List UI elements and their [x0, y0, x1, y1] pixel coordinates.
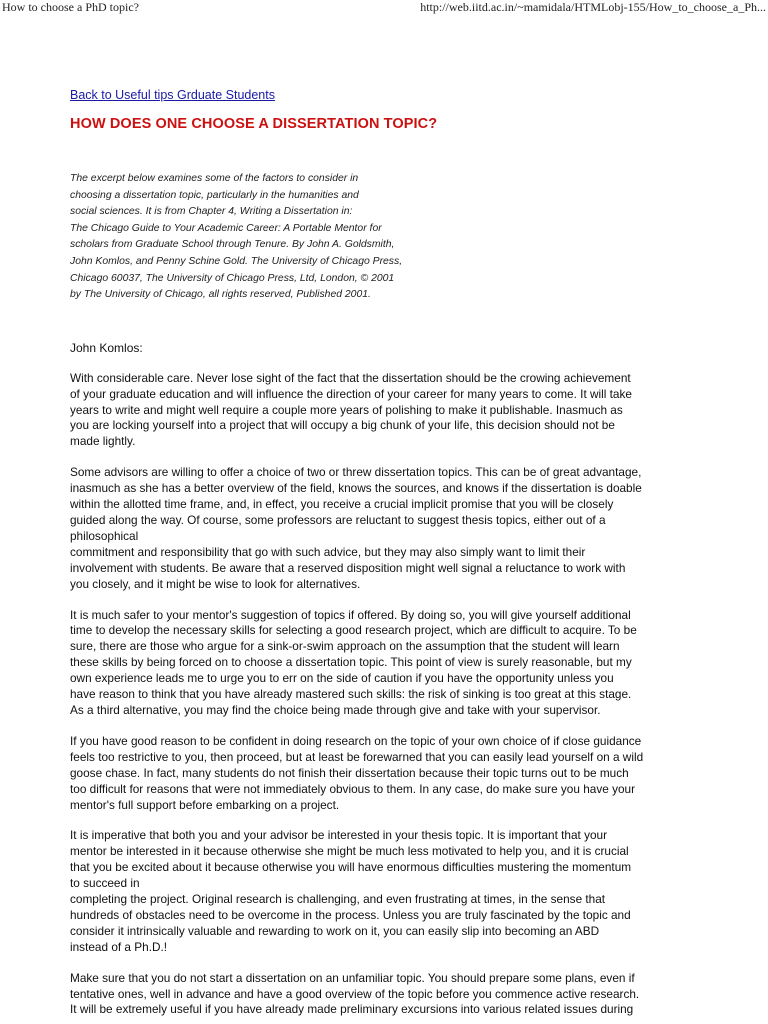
- paragraph-line: feels too restrictive to you, then proceed, but at least be forewarned that you can easily lead yourself on a wild: [70, 749, 644, 764]
- paragraph-line: time to develop the necessary skills for selecting a good research project, which are difficult to acquire. To be: [70, 623, 637, 638]
- paragraph-line: sure, there are those who argue for a sink-or-swim approach on the assumption that the student will learn: [70, 639, 620, 654]
- paragraph-line: years to write and might well require a couple more years of polishing to make it publishable. Inasmuch as: [70, 402, 623, 417]
- paragraph-line: It is imperative that both you and your advisor be interested in your thesis topic. It is important that your: [70, 828, 608, 843]
- excerpt-line: The excerpt below examines some of the factors to consider in: [70, 173, 359, 184]
- excerpt-line: John Komlos, and Penny Schine Gold. The University of Chicago Press,: [70, 255, 403, 267]
- paragraph-line: involvement with students. Be aware that a reserved disposition might well signal a reluctance to work with: [70, 560, 626, 575]
- excerpt-line: scholars from Graduate School through Tenure. By John A. Goldsmith,: [70, 239, 395, 251]
- paragraph-line: goose chase. In fact, many students do not finish their dissertation because their topic turns out to be much: [70, 765, 629, 780]
- paragraph-line: Make sure that you do not start a dissertation on an unfamiliar topic. You should prepare some plans, even if: [70, 970, 635, 985]
- paragraph-line: own experience leads me to urge you to err on the side of caution if you have the opportunity unless you: [70, 671, 614, 686]
- author-label: John Komlos:: [70, 340, 143, 355]
- paragraph-4: [70, 734, 720, 814]
- paragraph-line: instead of a Ph.D.!: [70, 939, 168, 954]
- paragraph-line: have reason to think that you have already mastered such skills: the risk of sinking is too great at this stage.: [70, 687, 632, 702]
- page-heading: HOW DOES ONE CHOOSE A DISSERTATION TOPIC?: [70, 116, 438, 132]
- browser-page-title: How to choose a PhD topic?: [2, 0, 139, 14]
- excerpt-line: social sciences. It is from Chapter 4, Writing a Dissertation in:: [70, 206, 353, 218]
- back-link[interactable]: Back to Useful tips Grduate Students: [70, 88, 275, 102]
- paragraph-line: inasmuch as she has a better overview of the field, knows the sources, and knows if the dissertation is doable: [70, 481, 642, 496]
- paragraph-line: of your graduate education and will influence the direction of your career for many years to come. It will take: [70, 386, 632, 401]
- paragraph-3: [70, 608, 720, 719]
- paragraph-line: commitment and responsibility that go with such advice, but they may also simply want to limit their: [70, 544, 586, 559]
- browser-url: http://web.iitd.ac.in/~mamidala/HTMLobj-155/How_to_choose_a_Ph...: [420, 0, 766, 14]
- excerpt-note: [70, 171, 720, 304]
- paragraph-6: [70, 971, 720, 1019]
- paragraph-line: consider it intrinsically valuable and rewarding to work on it, you can easily slip into becoming an ABD: [70, 923, 600, 938]
- paragraph-line: mentor be interested in it because otherwise she might be much less motivated to help you, and it is crucial: [70, 844, 629, 859]
- paragraph-line: you are locking yourself into a project that will occupy a big chunk of your life, this decision should not be: [70, 418, 615, 433]
- paragraph-line: If you have good reason to be confident in doing research on the topic of your own choice of if close guidance: [70, 733, 642, 748]
- paragraph-line: too difficult for reasons that were not immediately obvious to them. In any case, do make sure you have your: [70, 781, 636, 796]
- paragraph-line: philosophical: [70, 528, 139, 543]
- paragraph-line: As a third alternative, you may find the choice being made through give and take with your supervisor.: [70, 702, 601, 717]
- excerpt-line: Chicago 60037, The University of Chicago Press, Ltd, London, © 2001: [70, 272, 395, 284]
- paragraph-line: to succeed in: [70, 876, 140, 891]
- paragraph-line: mentor's full support before embarking on a project.: [70, 797, 340, 812]
- document-body: [70, 86, 720, 1018]
- paragraph-line: With considerable care. Never lose sight of the fact that the dissertation should be the crowing achievement: [70, 370, 631, 385]
- paragraph-line: made lightly.: [70, 434, 136, 449]
- paragraph-2: [70, 465, 720, 592]
- paragraph-line: Some advisors are willing to offer a choice of two or threw dissertation topics. This can be of great advantage,: [70, 465, 642, 480]
- paragraph-line: completing the project. Original research is challenging, and even frustrating at times, in the sense that: [70, 892, 606, 907]
- paragraph-line: these skills by being forced on to choose a dissertation topic. This point of view is surely reasonable, but my: [70, 655, 632, 670]
- paragraph-line: tentative ones, well in advance and have a good overview of the topic before you commence active research.: [70, 986, 640, 1001]
- paragraph-line: guided along the way. Of course, some professors are reluctant to suggest thesis topics, either out of a: [70, 513, 606, 527]
- paragraph-1: [70, 371, 720, 451]
- paragraph-line: you closely, and it might be wise to look for alternatives.: [70, 576, 361, 591]
- paragraph-line: that you be excited about it because otherwise you will have enormous difficulties mustering the momentum: [70, 860, 632, 875]
- excerpt-line: choosing a dissertation topic, particularly in the humanities and: [70, 189, 359, 201]
- paragraph-line: It will be extremely useful if you have already made preliminary excursions into various related issues during: [70, 1002, 634, 1017]
- paragraph-line: hundreds of obstacles need to be overcome in the process. Unless you are truly fascinated by the topic and: [70, 907, 631, 922]
- paragraph-line: It is much safer to your mentor's suggestion of topics if offered. By doing so, you will give yourself additional: [70, 607, 631, 622]
- paragraph-5: [70, 828, 720, 955]
- excerpt-line: by The University of Chicago, all rights reserved, Published 2001.: [70, 289, 371, 301]
- excerpt-line: The Chicago Guide to Your Academic Career: A Portable Mentor for: [70, 222, 382, 234]
- paragraph-line: within the allotted time frame, and, in effect, you receive a crucial implicit promise that you will be closely: [70, 497, 614, 512]
